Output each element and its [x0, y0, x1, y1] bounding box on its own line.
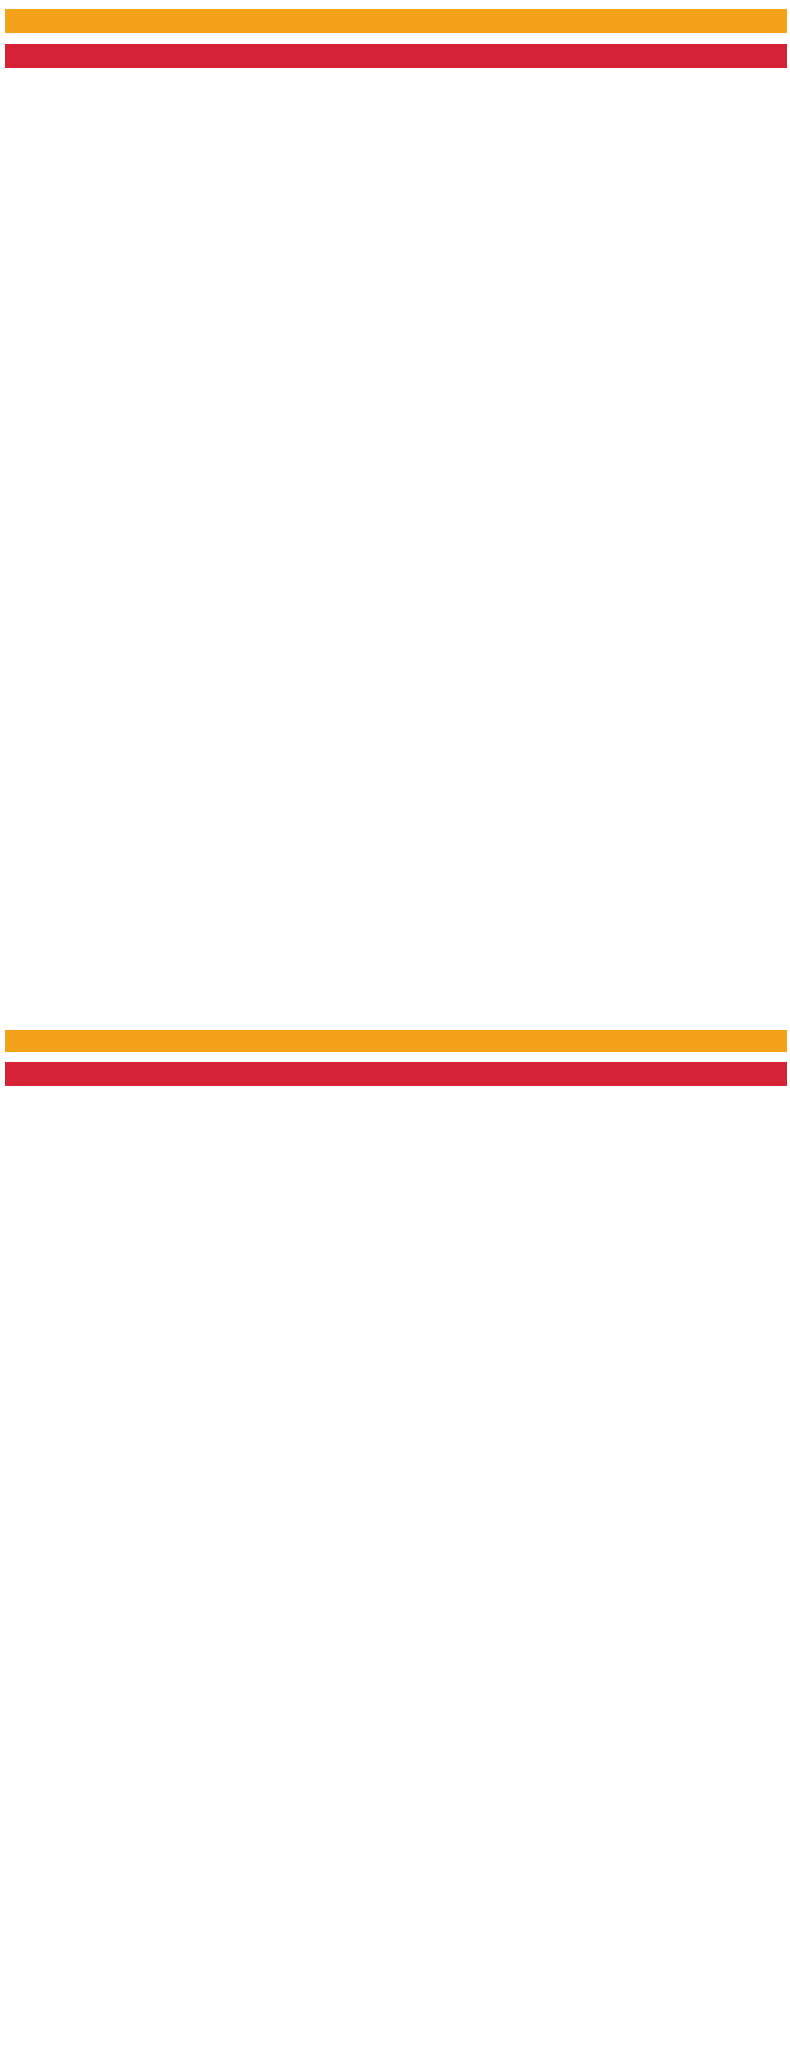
- table-header: [5, 44, 787, 68]
- section-divider-bar: [5, 1030, 787, 1052]
- table-header-2: [5, 1062, 787, 1086]
- welcome-bar: [5, 9, 787, 33]
